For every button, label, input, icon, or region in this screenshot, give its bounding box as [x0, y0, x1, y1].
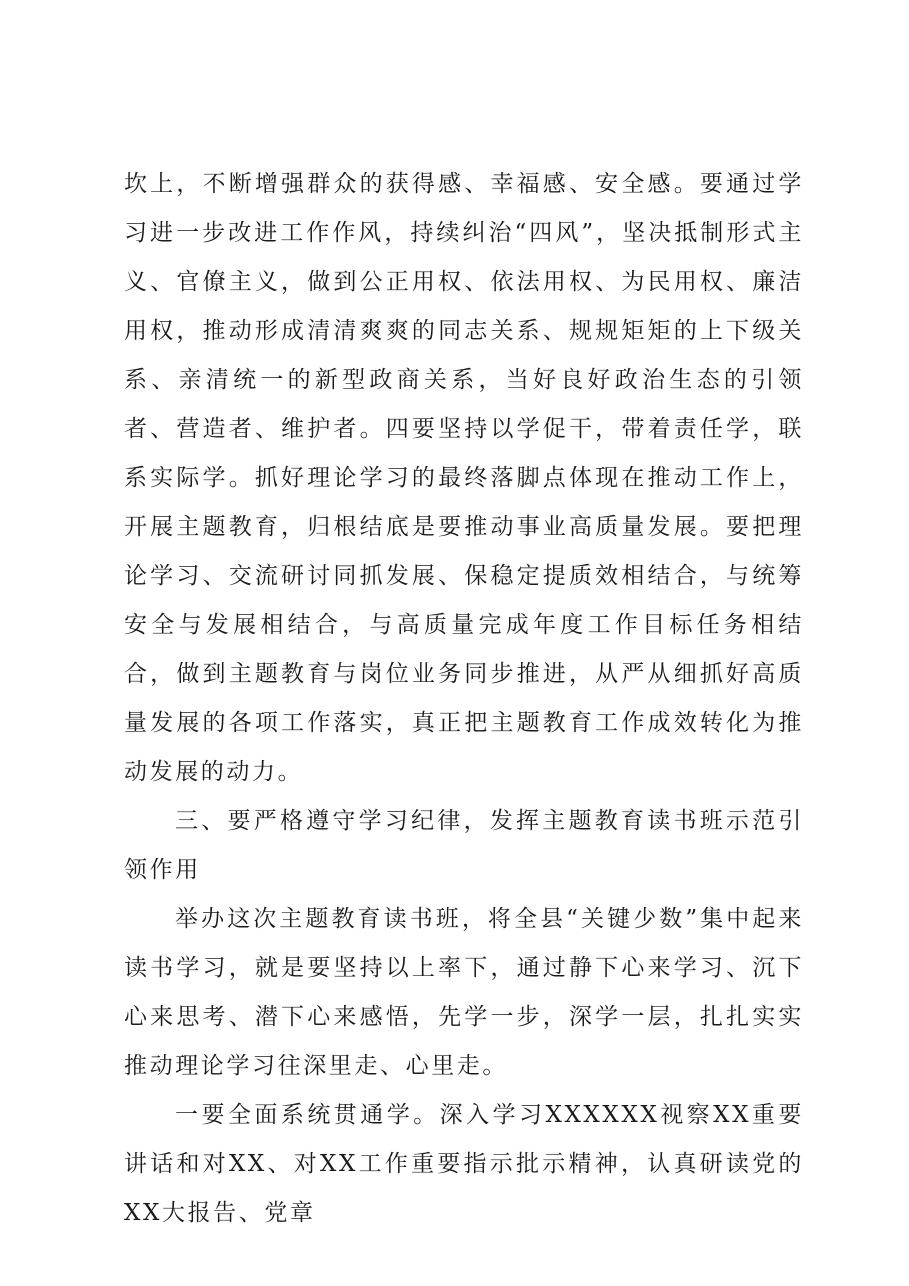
document-body — [124, 160, 804, 1238]
paragraph-first-requirement: 一要全面系统贯通学。深入学习XXXXXX视察XX重要讲话和对XX、对XX工作重要指示批示精神，认真研读党的XX大报告、党章 — [124, 1102, 804, 1226]
paragraph-continued: 坎上，不断增强群众的获得感、幸福感、安全感。要通过学习进一步改进工作作风，持续纠治“四风”，坚决抵制形式主义、官僚主义，做到公正用权、依法用权、为民用权、廉洁用权，推动形成清清爽爽的同志关系、规规矩矩的上下级关系、亲清统一的新型政商关系，当好良好政治生态的引领者、营造者、维护者。四要坚持以学促干，带着责任学，联系实际学。抓好理论学习的最终落脚点体现在推动工作上，开展主题教育，归根结底是要推动事业高质量发展。要把理论学习、交流研讨同抓发展、保稳定提质效相结合，与统筹安全与发展相结合，与高质量完成年度工作目标任务相结合，做到主题教育与岗位业务同步推进，从严从细抓好高质量发展的各项工作落实，真正把主题教育工作成效转化为推动发展的动力。 — [124, 171, 804, 785]
paragraph-reading-class: 举办这次主题教育读书班，将全县“关键少数”集中起来读书学习，就是要坚持以上率下，通过静下心来学习、沉下心来思考、潜下心来感悟，先学一步，深学一层，扎扎实实推动理论学习往深里走、心里走。 — [124, 906, 804, 1079]
section-heading-three: 三、要严格遵守学习纪律，发挥主题教育读书班示范引领作用 — [124, 808, 804, 883]
